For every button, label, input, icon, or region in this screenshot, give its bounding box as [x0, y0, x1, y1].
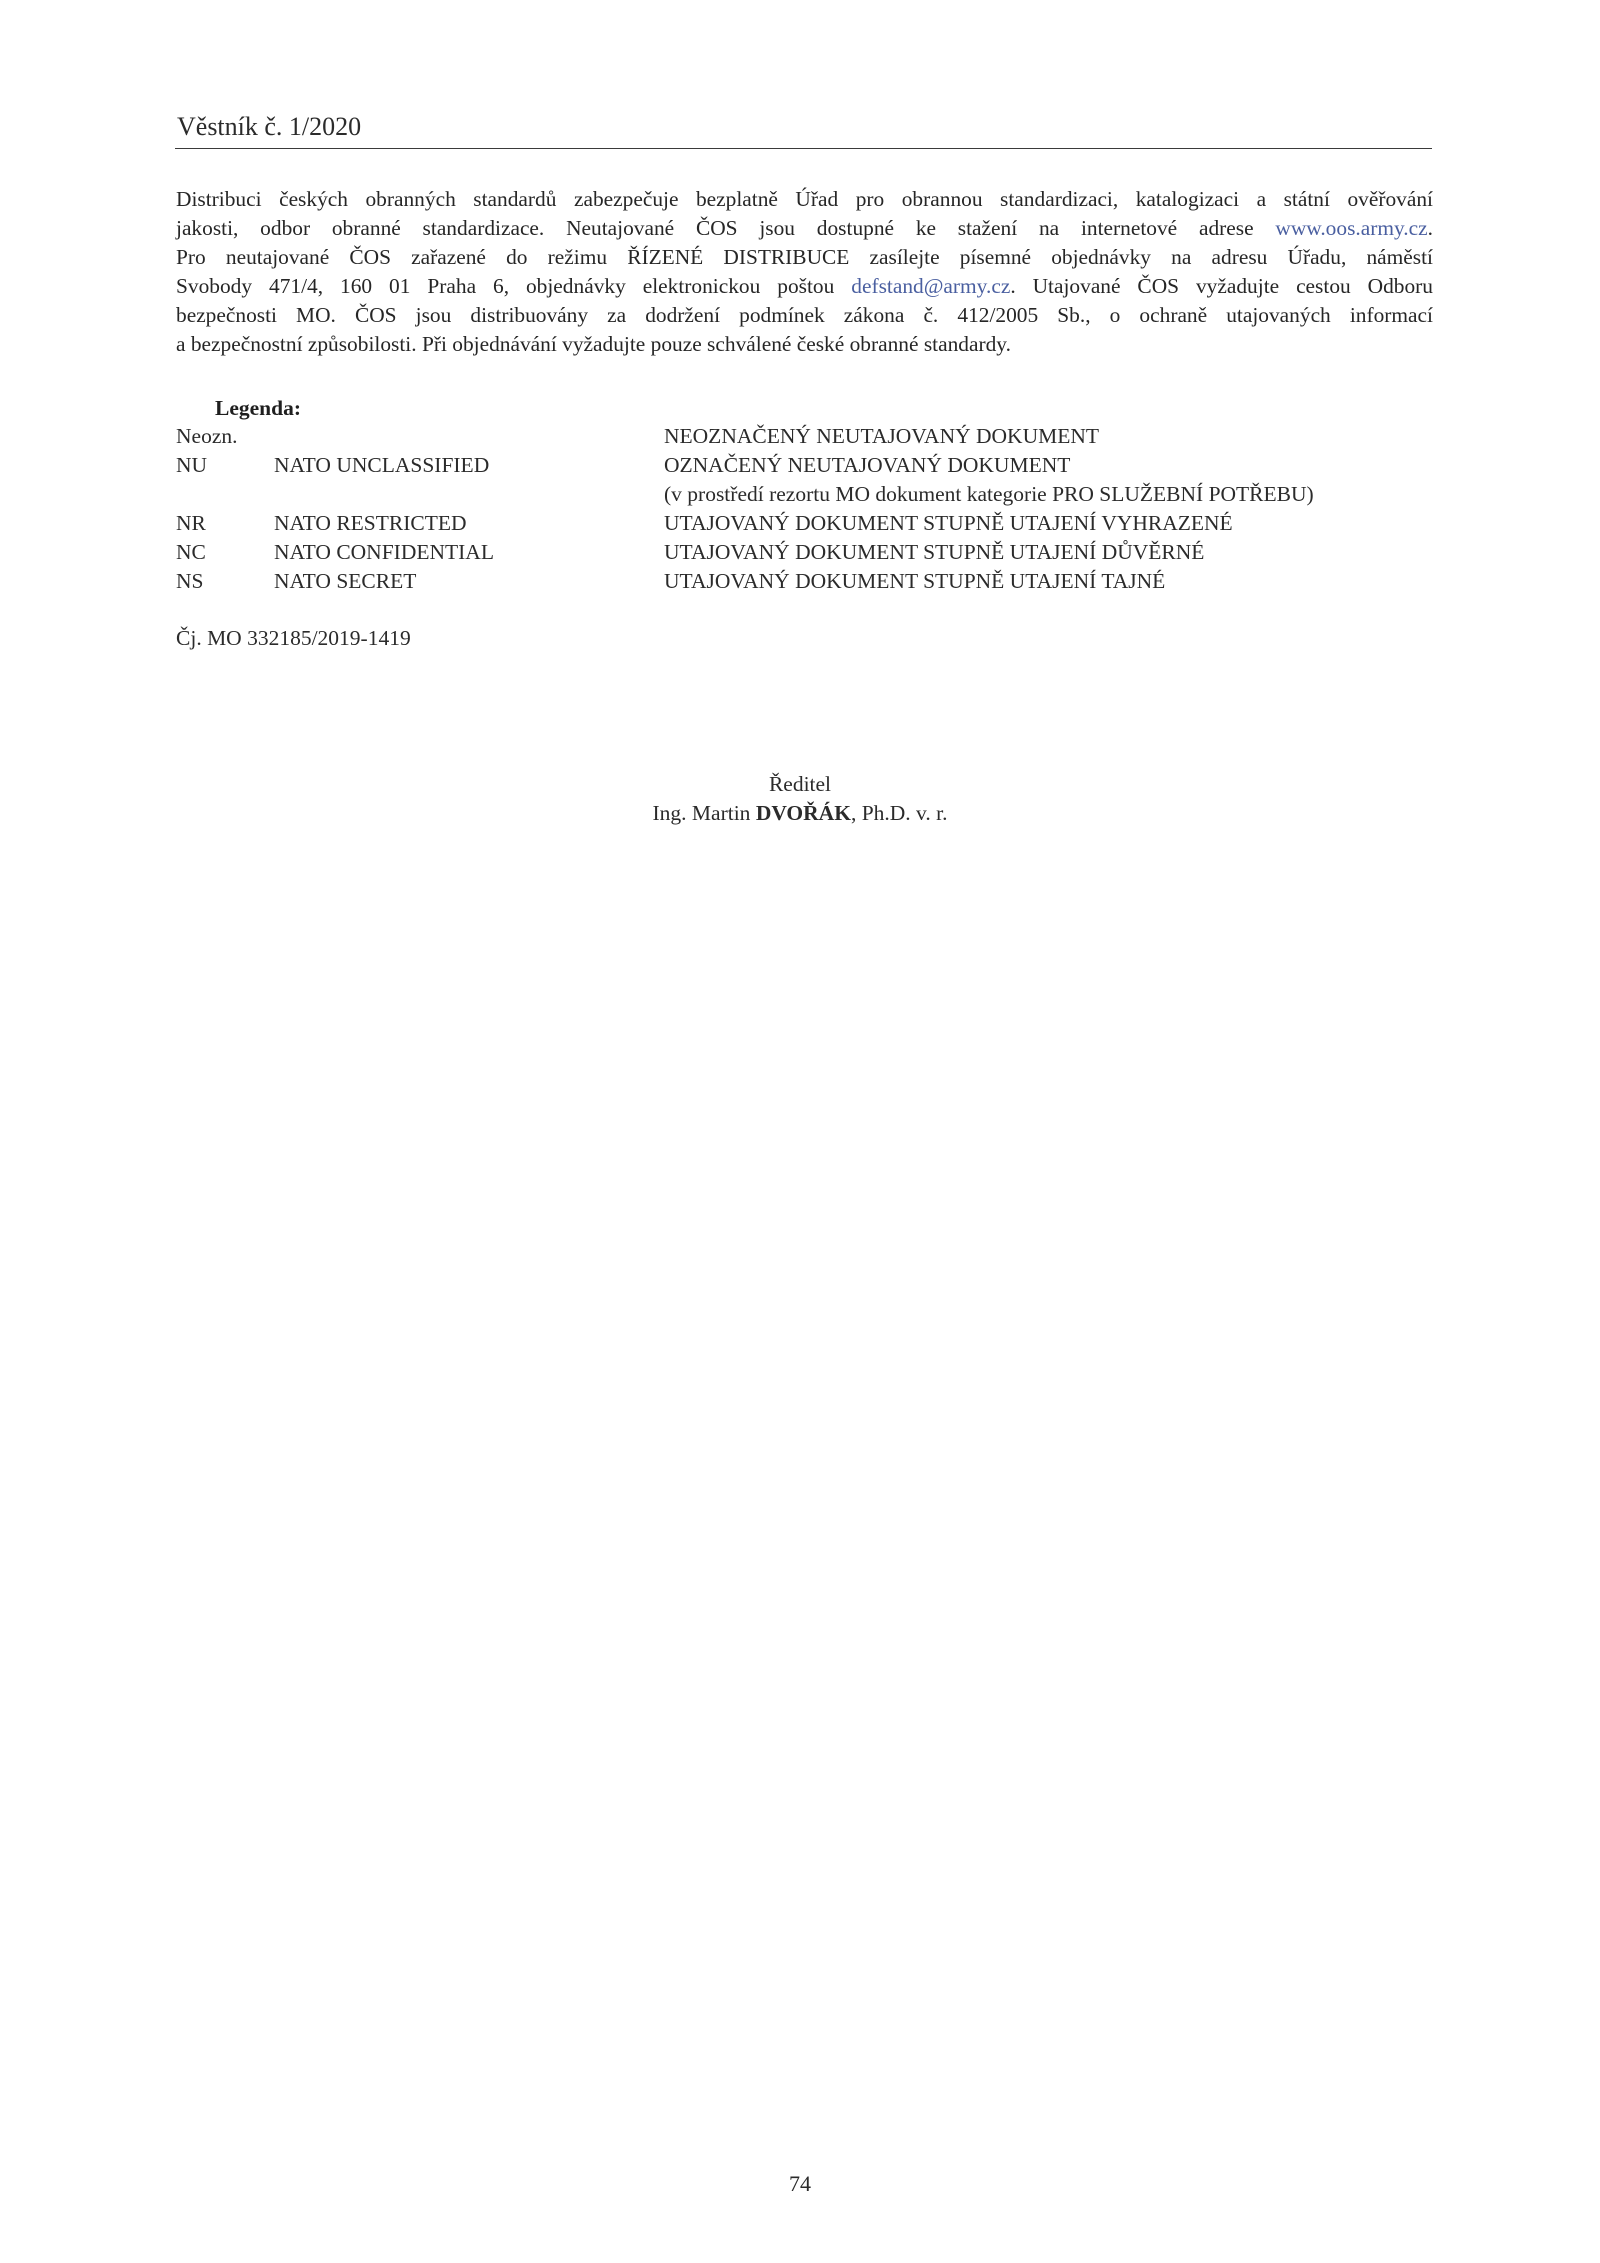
signatory-surname: DVOŘÁK — [755, 801, 851, 825]
paragraph-line: Pro neutajované ČOS zařazené do režimu ŘÍZENÉ DISTRIBUCE zasílejte písemné objednávky na adresu Úřadu, náměstí — [176, 245, 1433, 269]
legend-abbreviation: NU — [176, 453, 208, 477]
paragraph-line: bezpečnosti MO. ČOS jsou distribuovány za dodržení podmínek zákona č. 412/2005 Sb., o ochraně utajovaných informací — [176, 303, 1433, 327]
paragraph-line — [176, 272, 1433, 301]
legend-nato-name: NATO CONFIDENTIAL — [274, 540, 494, 564]
legend-heading: Legenda: — [215, 396, 301, 420]
email-link[interactable]: defstand@army.cz — [851, 274, 1011, 298]
legend-nato-name: NATO UNCLASSIFIED — [274, 453, 490, 477]
legend-row — [176, 567, 1433, 596]
signatory-degree: , Ph.D. v. r. — [850, 801, 948, 825]
signature-block — [0, 770, 1600, 828]
distribution-paragraph — [176, 185, 1433, 359]
paragraph-text: Svobody 471/4, 160 01 Praha 6, objednávky elektronickou poštou — [176, 274, 852, 298]
legend-row — [176, 451, 1433, 480]
legend-description: NEOZNAČENÝ NEUTAJOVANÝ DOKUMENT — [664, 424, 1100, 448]
reference-number: Čj. MO 332185/2019-1419 — [176, 626, 411, 650]
legend-abbreviation: NS — [176, 569, 204, 593]
paragraph-line: a bezpečnostní způsobilosti. Při objednávání vyžadujte pouze schválené české obranné standardy. — [176, 332, 1011, 356]
paragraph-line — [176, 214, 1433, 243]
legend-abbreviation: Neozn. — [176, 424, 238, 448]
signatory-name — [0, 799, 1600, 828]
legend-description: (v prostředí rezortu MO dokument kategorie PRO SLUŽEBNÍ POTŘEBU) — [664, 482, 1314, 506]
legend-row — [176, 480, 1433, 509]
legend-description: OZNAČENÝ NEUTAJOVANÝ DOKUMENT — [664, 453, 1071, 477]
legend-row — [176, 422, 1433, 451]
legend-row — [176, 509, 1433, 538]
legend-nato-name: NATO RESTRICTED — [274, 511, 467, 535]
bulletin-title: Věstník č. 1/2020 — [177, 112, 362, 141]
page-number: 74 — [789, 2171, 811, 2196]
legend-row — [176, 538, 1433, 567]
legend-abbreviation: NR — [176, 511, 206, 535]
legend-description: UTAJOVANÝ DOKUMENT STUPNĚ UTAJENÍ VYHRAZENÉ — [664, 511, 1233, 535]
signatory-role: Ředitel — [768, 772, 832, 796]
paragraph-text: jakosti, odbor obranné standardizace. Neutajované ČOS jsou dostupné ke stažení na internetové adrese — [176, 216, 1276, 240]
paragraph-text: . — [1427, 216, 1433, 240]
legend-abbreviation: NC — [176, 540, 206, 564]
page-header — [175, 112, 1432, 149]
website-link[interactable]: www.oos.army.cz — [1275, 216, 1428, 240]
paragraph-text: . Utajované ČOS vyžadujte cestou Odboru — [1010, 274, 1434, 298]
legend-description: UTAJOVANÝ DOKUMENT STUPNĚ UTAJENÍ DŮVĚRNÉ — [664, 540, 1205, 564]
legend-nato-name: NATO SECRET — [274, 569, 417, 593]
signatory-title: Ing. Martin — [652, 801, 756, 825]
paragraph-line: Distribuci českých obranných standardů zabezpečuje bezplatně Úřad pro obrannou standardizaci, katalogizaci a státní ověřování — [176, 187, 1433, 211]
legend-description: UTAJOVANÝ DOKUMENT STUPNĚ UTAJENÍ TAJNÉ — [664, 569, 1166, 593]
legend-table — [176, 422, 1433, 596]
